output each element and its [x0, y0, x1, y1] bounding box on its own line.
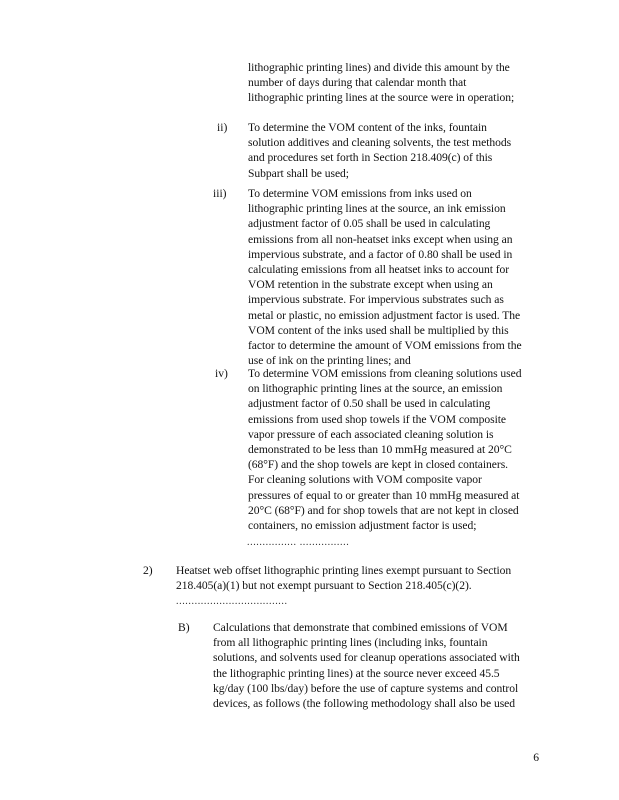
- item-marker-iii: iii): [213, 187, 227, 200]
- ellipsis-separator-2: ....................................: [176, 596, 288, 607]
- item-marker-b: B): [178, 621, 190, 634]
- item-text-b: Calculations that demonstrate that combined emissions of VOM from all lithographic printing lines (including inks, fountain solutions, and solvents used for cleanup operations associated with the lithographic printing lines) at the source never exceed 45.5 kg/day (100 lbs/day) before the use of capture systems and control devices, as follows (the following methodology shall also be used: [213, 621, 520, 711]
- ellipsis-separator: ................ ................: [247, 537, 350, 548]
- section-text-2: Heatset web offset lithographic printing lines exempt pursuant to Section 218.405(a)(1) but not exempt pursuant to Section 218.405(c)(2).: [176, 564, 512, 593]
- item-marker-iv: iv): [215, 367, 228, 380]
- section-marker-2: 2): [143, 564, 153, 577]
- item-text-iii: To determine VOM emissions from inks used on lithographic printing lines at the source, an ink emission adjustment factor of 0.05 shall be used in calculating emissions from all non-heatset inks except when using an impervious substrate, and a factor of 0.80 shall be used in calculating emissions from all heatset inks to account for VOM retention in the substrate except when using an impervious substrate. For impervious substrates such as metal or plastic, no emission adjustment factor is used. The VOM content of the inks used shall be multiplied by this factor to determine the amount of VOM emissions from the use of ink on the printing lines; and: [248, 187, 522, 368]
- item-text-ii: To determine the VOM content of the inks, fountain solution additives and cleaning solvents, the test methods and procedures set forth in Section 218.409(c) of this Subpart shall be used;: [248, 121, 512, 180]
- continuation-paragraph: lithographic printing lines) and divide this amount by the number of days during that calendar month that lithographic printing lines at the source were in operation;: [248, 61, 515, 105]
- page-number: 6: [533, 751, 539, 764]
- item-text-iv: To determine VOM emissions from cleaning solutions used on lithographic printing lines at the source, an emission adjustment factor of 0.50 shall be used in calculating emissions from used shop towels if the VOM composite vapor pressure of each associated cleaning solution is demonstrated to be less than 10 mmHg measured at 20°C (68°F) and the shop towels are kept in closed containers. For cleaning solutions with VOM composite vapor pressures of equal to or greater than 10 mmHg measured at 20°C (68°F) and for shop towels that are not kept in closed containers, no emission adjustment factor is used;: [248, 367, 522, 533]
- item-marker-ii: ii): [217, 121, 228, 134]
